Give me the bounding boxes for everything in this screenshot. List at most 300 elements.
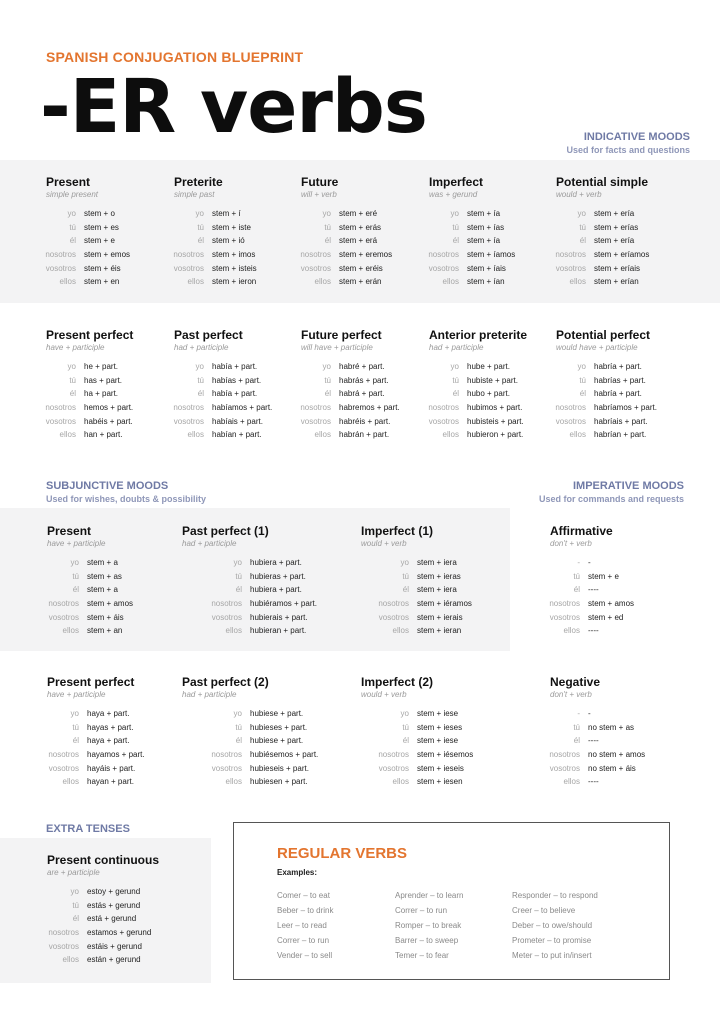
conjugation-form: he + part.	[84, 362, 119, 371]
conjugation-row	[41, 583, 133, 597]
conjugation-row	[548, 207, 649, 221]
pronoun: él	[324, 389, 331, 399]
pronoun: vosotros	[48, 612, 79, 622]
tense-name: Past perfect (2)	[182, 675, 269, 689]
pronoun: ellos	[187, 430, 204, 440]
pronoun: vosotros	[173, 416, 204, 426]
conjugation-form: stem + eré	[339, 209, 378, 218]
conjugation-form: habrían + part.	[594, 430, 647, 440]
verb-column	[512, 888, 598, 963]
conjugation-row	[38, 401, 133, 415]
conjugation-form: stem + ieras	[417, 571, 461, 581]
conjugation-form: habremos + part.	[339, 403, 400, 413]
conjugation-form: stem + iera	[417, 558, 457, 567]
subjunctive-heading-block	[46, 479, 206, 505]
conjugation-row	[41, 899, 159, 913]
pronoun: tú	[197, 222, 204, 232]
conjugation-row	[204, 748, 318, 762]
conjugation-form: stem + amos	[87, 599, 134, 609]
conjugation-form: stem + erás	[339, 222, 382, 232]
conjugation-row	[166, 262, 257, 276]
conjugation-form: ----	[588, 777, 599, 787]
conjugation-form: stem + eríais	[594, 263, 641, 273]
tense-name: Present perfect	[46, 328, 134, 342]
tense-description: have + participle	[47, 690, 106, 699]
conjugation-form: habías + part.	[212, 375, 262, 385]
tense-name: Present	[46, 175, 91, 189]
tense-description: had + participle	[182, 539, 237, 548]
conjugation-form: habrás + part.	[339, 375, 389, 385]
pronoun: él	[235, 585, 242, 595]
conjugation-row	[371, 597, 472, 611]
pronoun: ellos	[187, 277, 204, 287]
conjugation-row	[371, 611, 472, 625]
pronoun: él	[69, 236, 76, 246]
pronoun: vosotros	[428, 416, 459, 426]
conjugation-row	[38, 234, 130, 248]
conjugation-row	[41, 748, 145, 762]
pronoun: nosotros	[378, 599, 409, 609]
conjugation-row	[542, 611, 634, 625]
conjugation-row	[204, 775, 318, 789]
pronoun: él	[197, 389, 204, 399]
indicative-heading-block	[566, 130, 690, 156]
pronoun: nosotros	[211, 750, 242, 760]
conjugation-row	[421, 428, 527, 442]
tense-description: have + participle	[47, 539, 106, 548]
tense-description: will + verb	[301, 190, 337, 199]
pronoun: vosotros	[549, 612, 580, 622]
pronoun: ellos	[569, 430, 586, 440]
imperative-heading-block	[539, 479, 684, 505]
conjugation-row	[38, 387, 133, 401]
pronoun: tú	[402, 722, 409, 732]
tense-name: Potential simple	[556, 175, 649, 189]
conjugation-row	[421, 262, 515, 276]
conjugation-form: hubieras + part.	[250, 571, 306, 581]
pronoun: vosotros	[211, 612, 242, 622]
regular-verbs-title: REGULAR VERBS	[277, 845, 408, 862]
pronoun: nosotros	[45, 250, 76, 260]
conjugation-form: stem + eremos	[339, 250, 393, 260]
indicative-subheading: Used for facts and questions	[566, 145, 690, 155]
conjugation-form: stem + a	[87, 585, 118, 595]
conjugation-form: stem + ieron	[212, 277, 257, 287]
verb-example: Leer – to read	[277, 921, 327, 930]
conjugation-form: habíamos + part.	[212, 403, 273, 413]
pronoun: él	[402, 736, 409, 746]
tense-subjunctive-imperfect-1	[361, 524, 472, 638]
conjugation-row	[293, 275, 392, 289]
conjugation-row	[293, 415, 400, 429]
conjugation-form: hayan + part.	[87, 777, 134, 787]
conjugation-row	[421, 415, 527, 429]
conjugation-form: stem + ían	[467, 277, 505, 287]
tense-imperative-affirmative	[550, 524, 634, 638]
conjugation-row	[293, 248, 392, 262]
tense-indicative-present-perfect	[46, 328, 133, 442]
pronoun: nosotros	[428, 403, 459, 413]
pronoun: tú	[72, 900, 79, 910]
pronoun: yo	[400, 709, 409, 718]
pronoun: ellos	[563, 777, 580, 787]
pronoun: yo	[70, 709, 79, 718]
conjugation-row	[166, 248, 257, 262]
tense-name: Imperfect	[429, 175, 484, 189]
conjugation-row	[421, 360, 527, 374]
conjugation-row	[542, 707, 645, 721]
conjugation-row	[548, 360, 657, 374]
conjugation-form: habréis + part.	[339, 416, 391, 426]
conjugation-form: había + part.	[212, 389, 258, 399]
pronoun: yo	[233, 558, 242, 567]
extra-heading: EXTRA TENSES	[46, 823, 130, 835]
conjugation-form: stem + iera	[417, 585, 457, 595]
verb-example: Temer – to fear	[395, 951, 449, 960]
conjugation-row	[371, 721, 473, 735]
tense-name: Potential perfect	[556, 328, 651, 342]
conjugation-form: han + part.	[84, 430, 123, 440]
conjugation-form: habré + part.	[339, 362, 385, 371]
pronoun: él	[72, 736, 79, 746]
pronoun: vosotros	[48, 763, 79, 773]
pronoun: ellos	[59, 277, 76, 287]
conjugation-row	[41, 940, 159, 954]
conjugation-form: había + part.	[212, 362, 258, 371]
conjugation-row	[166, 401, 272, 415]
conjugation-row	[542, 721, 645, 735]
conjugation-row	[548, 374, 657, 388]
pronoun: -	[577, 558, 580, 567]
conjugation-form: has + part.	[84, 375, 123, 385]
conjugation-form: stem + emos	[84, 250, 131, 260]
tense-description: would + verb	[361, 539, 407, 548]
conjugation-form: habían + part.	[212, 430, 262, 440]
tense-description: had + participle	[429, 343, 484, 352]
conjugation-form: stem + íais	[467, 263, 506, 273]
tense-description: would + verb	[361, 690, 407, 699]
conjugation-row	[38, 248, 130, 262]
pronoun: él	[72, 585, 79, 595]
pronoun: yo	[195, 209, 204, 218]
pronoun: tú	[235, 571, 242, 581]
conjugation-form: habéis + part.	[84, 416, 133, 426]
conjugation-form: hubisteis + part.	[467, 416, 524, 426]
conjugation-form: hubiese + part.	[250, 709, 304, 718]
conjugation-row	[166, 234, 257, 248]
pronoun: yo	[233, 709, 242, 718]
conjugation-form: stem + ía	[467, 209, 501, 218]
conjugation-row	[293, 374, 400, 388]
pronoun: él	[69, 389, 76, 399]
conjugation-form: estáis + gerund	[87, 941, 142, 951]
tense-subjunctive-past-perfect-2	[182, 675, 318, 789]
conjugation-row	[38, 221, 130, 235]
conjugation-form: stem + ió	[212, 236, 245, 246]
pronoun: tú	[72, 571, 79, 581]
pronoun: ellos	[225, 777, 242, 787]
conjugation-row	[542, 734, 645, 748]
pronoun: tú	[69, 375, 76, 385]
conjugation-form: stem + an	[87, 626, 123, 636]
conjugation-form: hubieses + part.	[250, 722, 308, 732]
pronoun: tú	[235, 722, 242, 732]
conjugation-form: stem + iese	[417, 736, 459, 746]
conjugation-row	[41, 885, 159, 899]
tense-subjunctive-present	[47, 524, 133, 638]
conjugation-row	[371, 583, 472, 597]
pronoun: tú	[69, 222, 76, 232]
conjugation-row	[41, 953, 159, 967]
conjugation-form: stem + as	[87, 571, 122, 581]
pronoun: ellos	[62, 777, 79, 787]
pronoun: yo	[70, 887, 79, 896]
pronoun: nosotros	[549, 599, 580, 609]
conjugation-row	[421, 374, 527, 388]
pronoun: nosotros	[555, 250, 586, 260]
verb-example: Vender – to sell	[277, 951, 333, 960]
conjugation-form: stem + iste	[212, 222, 251, 232]
pronoun: tú	[573, 722, 580, 732]
conjugation-row	[41, 556, 133, 570]
verb-example: Creer – to believe	[512, 906, 576, 915]
conjugation-row	[421, 207, 515, 221]
tense-extra-present-continuous	[47, 853, 159, 967]
pronoun: él	[579, 389, 586, 399]
conjugation-row	[293, 221, 392, 235]
pronoun: él	[402, 585, 409, 595]
pronoun: yo	[67, 362, 76, 371]
conjugation-form: no stem + as	[588, 722, 635, 732]
conjugation-form: habría + part.	[594, 389, 642, 399]
conjugation-form: están + gerund	[87, 955, 141, 965]
verb-column	[277, 888, 333, 963]
pronoun: tú	[324, 222, 331, 232]
tense-description: would have + participle	[556, 343, 638, 352]
pronoun: nosotros	[211, 599, 242, 609]
regular-verbs-box	[233, 822, 670, 980]
pronoun: tú	[197, 375, 204, 385]
conjugation-form: stem + ieran	[417, 626, 462, 636]
verb-example: Deber – to owe/should	[512, 921, 593, 930]
conjugation-form: hubiera + part.	[250, 585, 302, 595]
conjugation-row	[548, 275, 649, 289]
conjugation-form: -	[588, 558, 591, 567]
conjugation-row	[41, 707, 145, 721]
conjugation-form: ----	[588, 585, 599, 595]
conjugation-row	[38, 428, 133, 442]
subjunctive-subheading: Used for wishes, doubts & possibility	[46, 494, 207, 504]
tense-name: Affirmative	[550, 524, 613, 538]
tense-indicative-present	[46, 175, 130, 289]
tense-name: Future perfect	[301, 328, 382, 342]
conjugation-form: haya + part.	[87, 736, 130, 746]
tense-description: don't + verb	[550, 539, 592, 548]
conjugation-form: hayamos + part.	[87, 750, 145, 760]
pronoun: nosotros	[48, 599, 79, 609]
tense-description: had + participle	[182, 690, 237, 699]
conjugation-row	[204, 734, 318, 748]
tense-name: Imperfect (2)	[361, 675, 434, 689]
conjugation-form: stem + ed	[588, 612, 624, 622]
conjugation-form: stem + e	[588, 571, 619, 581]
conjugation-form: stem + eréis	[339, 263, 383, 273]
conjugation-form: stem + íamos	[467, 250, 516, 260]
conjugation-row	[166, 207, 257, 221]
pronoun: nosotros	[300, 250, 331, 260]
pronoun: yo	[322, 209, 331, 218]
conjugation-row	[542, 775, 645, 789]
pronoun: nosotros	[173, 250, 204, 260]
pronoun: tú	[452, 222, 459, 232]
conjugation-form: habíais + part.	[212, 416, 263, 426]
conjugation-row	[371, 762, 473, 776]
conjugation-row	[293, 387, 400, 401]
pronoun: tú	[324, 375, 331, 385]
conjugation-form: habríais + part.	[594, 416, 648, 426]
pronoun: él	[573, 736, 580, 746]
conjugation-row	[38, 415, 133, 429]
conjugation-form: hubiese + part.	[250, 736, 304, 746]
tense-indicative-past-perfect	[174, 328, 272, 442]
conjugation-row	[41, 624, 133, 638]
pronoun: nosotros	[45, 403, 76, 413]
conjugation-form: hubierais + part.	[250, 612, 308, 622]
conjugation-form: stem + ería	[594, 209, 635, 218]
pronoun: vosotros	[555, 263, 586, 273]
pronoun: nosotros	[173, 403, 204, 413]
conjugation-form: stem + imos	[212, 250, 256, 260]
conjugation-row	[166, 275, 257, 289]
conjugation-form: hubiéramos + part.	[250, 599, 317, 609]
tense-name: Present	[47, 524, 92, 538]
conjugation-row	[41, 775, 145, 789]
pronoun: vosotros	[300, 416, 331, 426]
pronoun: nosotros	[48, 928, 79, 938]
verb-example: Aprender – to learn	[395, 891, 464, 900]
conjugation-form: hemos + part.	[84, 403, 134, 413]
tense-indicative-potential-perfect	[556, 328, 657, 442]
tense-imperative-negative	[550, 675, 645, 789]
conjugation-row	[204, 611, 317, 625]
tense-indicative-anterior-preterite	[429, 328, 527, 442]
conjugation-row	[41, 570, 133, 584]
conjugation-row	[548, 262, 649, 276]
conjugation-form: stem + erá	[339, 236, 378, 246]
conjugation-form: stem + iesen	[417, 777, 463, 787]
conjugation-row	[204, 707, 318, 721]
tense-indicative-imperfect	[429, 175, 515, 289]
conjugation-form: estoy + gerund	[87, 887, 141, 896]
tense-indicative-future-perfect	[301, 328, 400, 442]
conjugation-form: hube + part.	[467, 362, 510, 371]
conjugation-row	[371, 556, 472, 570]
conjugation-form: stem + eríamos	[594, 250, 650, 260]
conjugation-row	[542, 748, 645, 762]
pronoun: ellos	[62, 955, 79, 965]
conjugation-form: ha + part.	[84, 389, 119, 399]
tense-name: Present continuous	[47, 853, 160, 867]
conjugation-form: haya + part.	[87, 709, 130, 718]
conjugation-row	[371, 707, 473, 721]
conjugation-row	[204, 583, 317, 597]
conjugation-form: stem + í	[212, 209, 241, 218]
conjugation-row	[41, 734, 145, 748]
pronoun: vosotros	[555, 416, 586, 426]
conjugation-form: hubieron + part.	[467, 430, 524, 440]
conjugation-row	[371, 570, 472, 584]
tense-name: Past perfect (1)	[182, 524, 269, 538]
conjugation-row	[293, 428, 400, 442]
conjugation-form: está + gerund	[87, 914, 137, 924]
tense-description: have + participle	[46, 343, 105, 352]
conjugation-row	[548, 234, 649, 248]
pronoun: ellos	[59, 430, 76, 440]
conjugation-row	[371, 734, 473, 748]
conjugation-form: stem + erán	[339, 277, 382, 287]
conjugation-row	[548, 248, 649, 262]
pronoun: nosotros	[378, 750, 409, 760]
pronoun: nosotros	[48, 750, 79, 760]
pronoun: ellos	[392, 777, 409, 787]
conjugation-form: stem + ía	[467, 236, 501, 246]
pronoun: tú	[579, 375, 586, 385]
pronoun: él	[579, 236, 586, 246]
pronoun: ellos	[442, 277, 459, 287]
conjugation-form: stem + éis	[84, 263, 121, 273]
conjugation-row	[166, 387, 272, 401]
verb-example: Prometer – to promise	[512, 936, 592, 945]
tense-name: Anterior preterite	[429, 328, 528, 342]
pronoun: nosotros	[555, 403, 586, 413]
conjugation-row	[421, 234, 515, 248]
verb-example: Responder – to respond	[512, 891, 598, 900]
conjugation-form: stem + isteis	[212, 263, 257, 273]
conjugation-form: stem + iese	[417, 709, 459, 718]
pronoun: vosotros	[378, 763, 409, 773]
conjugation-form: stem + ería	[594, 236, 635, 246]
verb-example: Barrer – to sweep	[395, 936, 459, 945]
pronoun: él	[235, 736, 242, 746]
pronoun: yo	[577, 209, 586, 218]
conjugation-form: stem + es	[84, 222, 119, 232]
tense-subjunctive-imperfect-2	[361, 675, 473, 789]
conjugation-form: hubieseis + part.	[250, 763, 309, 773]
pronoun: ellos	[569, 277, 586, 287]
conjugation-row	[41, 611, 133, 625]
conjugation-form: estás + gerund	[87, 900, 141, 910]
conjugation-row	[204, 721, 318, 735]
conjugation-form: stem + áis	[87, 612, 124, 622]
examples-label: Examples:	[277, 868, 318, 877]
pronoun: él	[452, 236, 459, 246]
tense-description: simple past	[174, 190, 215, 199]
tense-subjunctive-present-perfect	[47, 675, 145, 789]
verb-example: Comer – to eat	[277, 891, 330, 900]
tense-name: Future	[301, 175, 339, 189]
pronoun: yo	[70, 558, 79, 567]
pronoun: vosotros	[48, 941, 79, 951]
pronoun: yo	[322, 362, 331, 371]
conjugation-form: stem + en	[84, 277, 120, 287]
pronoun: vosotros	[173, 263, 204, 273]
pronoun: ellos	[563, 626, 580, 636]
conjugation-form: stem + erías	[594, 222, 639, 232]
conjugation-row	[371, 748, 473, 762]
conjugation-form: -	[588, 709, 591, 718]
conjugation-form: stem + ierais	[417, 612, 463, 622]
pronoun: vosotros	[428, 263, 459, 273]
